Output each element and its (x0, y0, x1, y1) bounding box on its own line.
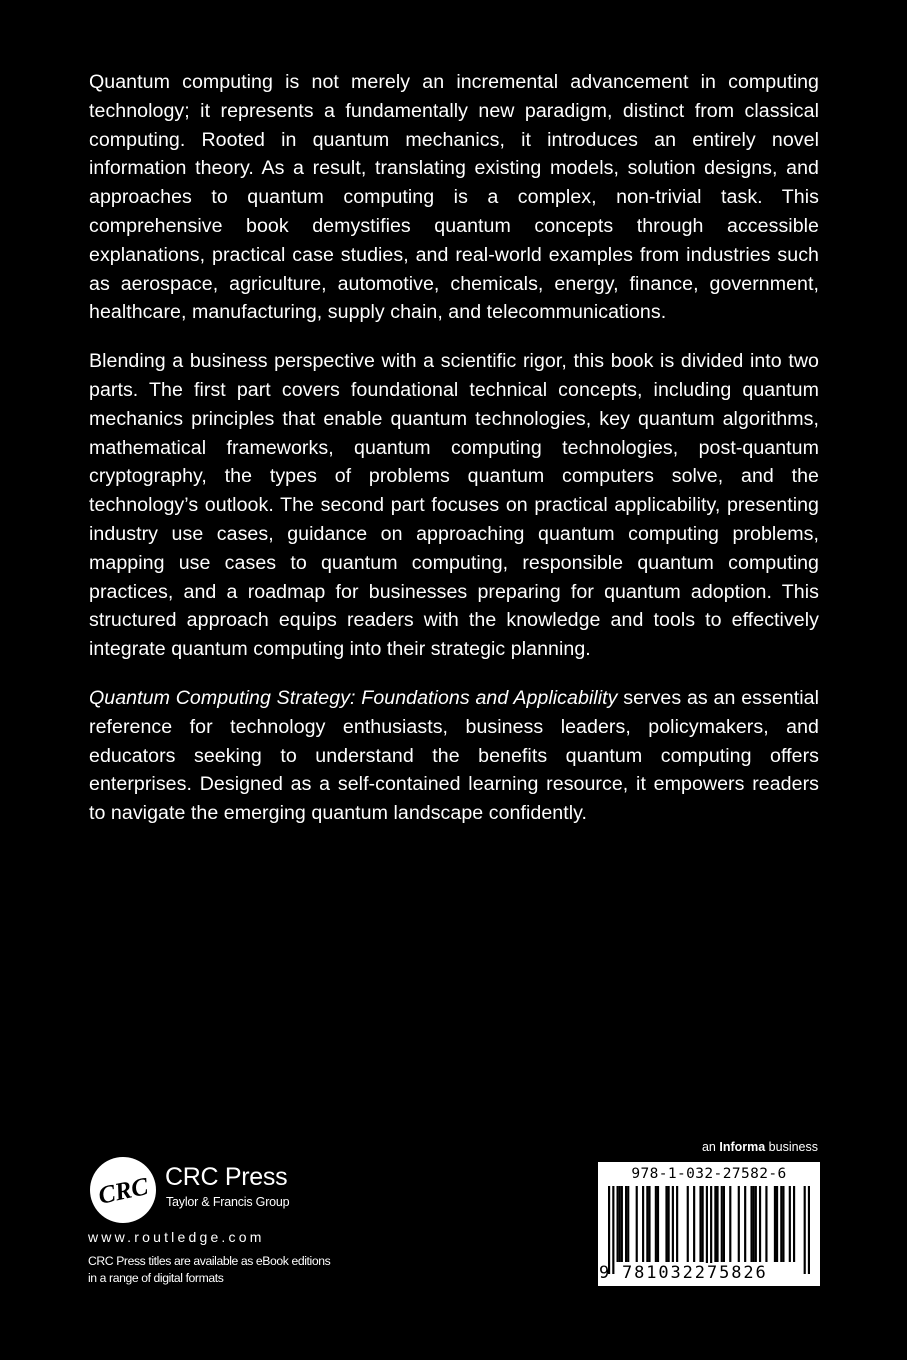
barcode-bar (655, 1186, 657, 1262)
barcode-bar (759, 1186, 761, 1262)
barcode-bar (665, 1186, 667, 1262)
barcode-bar (753, 1186, 755, 1262)
barcode-bar (782, 1186, 784, 1262)
ebook-notice-line-2: in a range of digital formats (88, 1271, 224, 1285)
blurb-paragraph-1: Quantum computing is not merely an incremental advancement in computing technology; it represents a fundamentally new paradigm, distinct from classical computing. Rooted in quantum mechanics, it introduces an entirely novel information theory. As a result, translating existing models, solution designs, and approaches to quantum computing is a complex, non-trivial task. This comprehensive book demystifies quantum concepts through accessible explanations, practical case studies, and real-world examples from industries such as aerospace, agriculture, automotive, chemicals, energy, finance, government, healthcare, manufacturing, supply chain, and telecommunications. (89, 71, 819, 324)
barcode-bar (693, 1186, 695, 1262)
blurb-paragraph-3-text: serves as an essential reference for technology enthusiasts, business leaders, policymakers, and educators seeking to understand the benefits quantum computing offers enterprises. Designed as a self-contained learning resource, it empowers readers to navigate the emerging quantum landscape confidently. (89, 686, 819, 825)
blurb (89, 68, 819, 848)
barcode-bar (687, 1186, 689, 1262)
barcode-bar (738, 1186, 740, 1262)
barcode-bar (710, 1186, 712, 1274)
barcode-bar (636, 1186, 638, 1262)
barcode-bar (646, 1186, 648, 1262)
barcode-bar (714, 1186, 716, 1262)
isbn-barcode (598, 1162, 820, 1286)
ebook-notice-line-1: CRC Press titles are available as eBook editions (88, 1254, 331, 1268)
blurb-paragraph-3 (89, 684, 819, 828)
barcode-bar (804, 1186, 806, 1274)
ebook-notice (88, 1253, 368, 1287)
barcode-bar (765, 1186, 767, 1262)
barcode-bar (755, 1186, 757, 1262)
crc-logo-text: CRC (96, 1173, 151, 1210)
barcode-bar (625, 1186, 627, 1262)
barcode-bar (808, 1186, 810, 1274)
informa-prefix: an (701, 1140, 720, 1154)
barcode-bar (702, 1186, 704, 1262)
barcode-bar (676, 1186, 678, 1262)
barcode-bar (774, 1186, 776, 1262)
barcode-bar (789, 1186, 791, 1262)
barcode-bar (612, 1186, 614, 1274)
barcode-bar (716, 1186, 718, 1262)
informa-name: Informa (719, 1140, 766, 1154)
barcode-bar (776, 1186, 778, 1262)
barcode-bar (729, 1186, 731, 1262)
publisher-website: www.routledge.com (88, 1229, 265, 1245)
barcode-bar (617, 1186, 619, 1262)
barcode-bar (744, 1186, 746, 1262)
isbn-label: 978-1-032-27582-6 (631, 1166, 787, 1182)
barcode-bar (672, 1186, 674, 1262)
crc-logo-icon (88, 1155, 158, 1225)
publisher-group: Taylor & Francis Group (166, 1195, 290, 1209)
barcode-bar (648, 1186, 650, 1262)
publisher-block (88, 1155, 418, 1295)
barcode-bar (642, 1186, 644, 1262)
isbn-remaining-digits: 781032275826 (622, 1263, 768, 1283)
barcode-bar (750, 1186, 752, 1262)
book-title: Quantum Computing Strategy: Foundations and Applicability (89, 686, 618, 709)
barcode-bar (657, 1186, 659, 1262)
blurb-paragraph-2: Blending a business perspective with a scientific rigor, this book is divided into two parts. The first part covers foundational technical concepts, including quantum mechanics principles that enable quantum technologies, key quantum algorithms, mathematical frameworks, quantum computing technologies, post-quantum cryptography, the types of problems quantum computers solve, and the technology’s outlook. The second part focuses on practical applicability, presenting industry use cases, guidance on approaching quantum computing problems, mapping use cases to quantum computing, responsible quantum computing practices, and a roadmap for businesses preparing for quantum adoption. This structured approach equips readers with the knowledge and tools to effectively integrate quantum computing into their strategic planning. (89, 350, 819, 661)
barcode-bar (699, 1186, 701, 1262)
publisher-name: CRC Press (165, 1163, 288, 1191)
isbn-first-digit: 9 (599, 1263, 610, 1283)
barcode-bar (627, 1186, 629, 1262)
informa-tagline (702, 1140, 818, 1154)
barcode-bar (723, 1186, 725, 1262)
barcode-bar (668, 1186, 670, 1262)
barcode-bar (608, 1186, 610, 1274)
barcode-block (598, 1140, 820, 1286)
barcode-bar (780, 1186, 782, 1262)
barcode-bar (619, 1186, 621, 1262)
barcode-bar (706, 1186, 708, 1274)
barcode-bar (793, 1186, 795, 1262)
barcode-bar (721, 1186, 723, 1262)
informa-suffix: business (765, 1140, 818, 1154)
barcode-bar (621, 1186, 623, 1262)
